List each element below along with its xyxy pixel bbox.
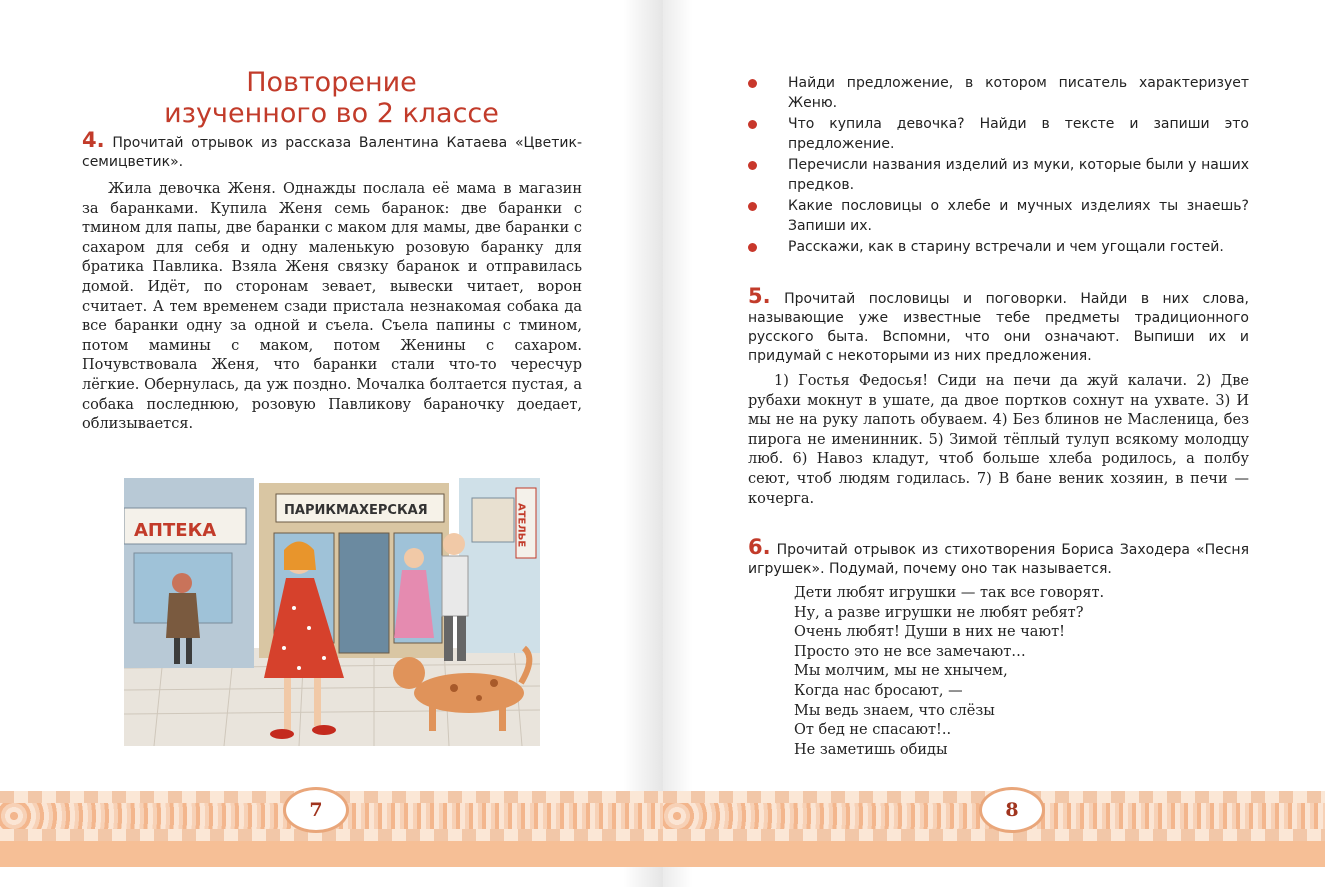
poem [794,584,1254,760]
atelier-sign: АТЕЛЬЕ [515,503,527,548]
story-passage: Жила девочка Женя. Однажды послала её мама в магазин за баранками. Купила Женя семь баранок: две баранки с тмином для папы, две баранки с маком для мамы, две баранки с сахаром для себя и одну маленькую розовую баранку для братика Павлика. Взяла Женя связку баранок и отправилась домой. Идёт, по сторонам зевает, вывески читает, ворон считает. А тем временем сзади пристала незнакомая собака да все баранки одну за одной и съела. Съела папины с тмином, потом мамины с маком, потом Женины с сахаром. Почувствовала Женя, что баранки стали что-то чересчур лёгкие. Обернулась, да уж поздно. Мочалка болтается пустая, а собака последнюю, розовую Павликову бараночку доедает, облизывается. [82,181,582,433]
task-number: 6. [748,535,771,559]
list-item: Расскажи, как в старину встречали и чем угощали гостей. [748,238,1249,258]
task-6-instruction-block [748,535,1249,579]
poem-line: Очень любят! Души в них не чают! [794,624,1065,641]
page-gutter-shadow [623,0,663,887]
poem-line: Ну, а разве игрушки не любят ребят? [794,604,1084,621]
proverbs-text: 1) Гостья Федосья! Сиди на печи да жуй калачи. 2) Две рубахи мокнут в ушате, да двое портков сохнут на ухвате. 3) И мы не на руку лапоть обуваем. 4) Без блинов не Масленица, без пирога не именинник. 5) Зимой тёплый тулуп всякому молодцу люб. 6) Навоз кладут, чтоб больше хлеба родилось, а полбу сеют, чтоб людям годилась. 7) В бане веник хозяин, в печи — кочерга. [748,373,1249,507]
bullet-icon [748,120,757,129]
page-number: 8 [979,787,1045,833]
task-instruction: Прочитай отрывок из рассказа Валентина Катаева «Цветик-семицветик». [82,135,583,170]
task-instruction: Прочитай пословицы и поговорки. Найди в них слова, называющие уже известные тебе предметы традиционного русского быта. Вспомни, что они означают. Выпиши их и придумай с некоторыми из них предложения. [748,291,1250,364]
task-4-instruction-block [82,128,583,172]
poem-line: Мы молчим, мы не хнычем, [794,663,1008,680]
list-item: Найди предложение, в котором писатель характеризует Женю. [748,74,1249,113]
task-5-instruction-block [748,284,1250,366]
footer-strip [0,841,663,867]
page-title-line2: изученного во 2 классе [164,98,499,129]
street-illustration [124,478,540,746]
bullet-icon [748,161,757,170]
bullet-icon [748,243,757,252]
task-number: 4. [82,128,105,152]
barber-sign: ПАРИКМАХЕРСКАЯ [284,503,428,518]
page-title-line1: Повторение [246,67,417,98]
page-gutter-shadow [663,0,693,887]
poem-line: Когда нас бросают, — [794,682,963,699]
pharmacy-sign: АПТЕКА [134,520,217,541]
page-number: 7 [283,787,349,833]
poem-line: Дети любят игрушки — так все говорят. [794,585,1105,601]
task-instruction: Прочитай отрывок из стихотворения Бориса Заходера «Песня игрушек». Подумай, почему оно так называется. [748,542,1249,577]
bullet-icon [748,202,757,211]
list-item: Что купила девочка? Найди в тексте и запиши это предложение. [748,115,1249,154]
right-page [663,0,1325,887]
list-item: Какие пословицы о хлебе и мучных изделиях ты знаешь? Запиши их. [748,197,1249,236]
poem-line: Мы ведь знаем, что слёзы [794,702,995,719]
poem-line: Просто это не все замечают… [794,643,1026,660]
task-number: 5. [748,284,771,308]
questions-list [748,74,1249,260]
list-item: Перечисли названия изделий из муки, которые были у наших предков. [748,156,1249,195]
poem-line: Не заметишь обиды [794,741,948,758]
bullet-icon [748,79,757,88]
footer-strip [663,841,1325,867]
poem-line: От бед не спасают!.. [794,722,952,739]
